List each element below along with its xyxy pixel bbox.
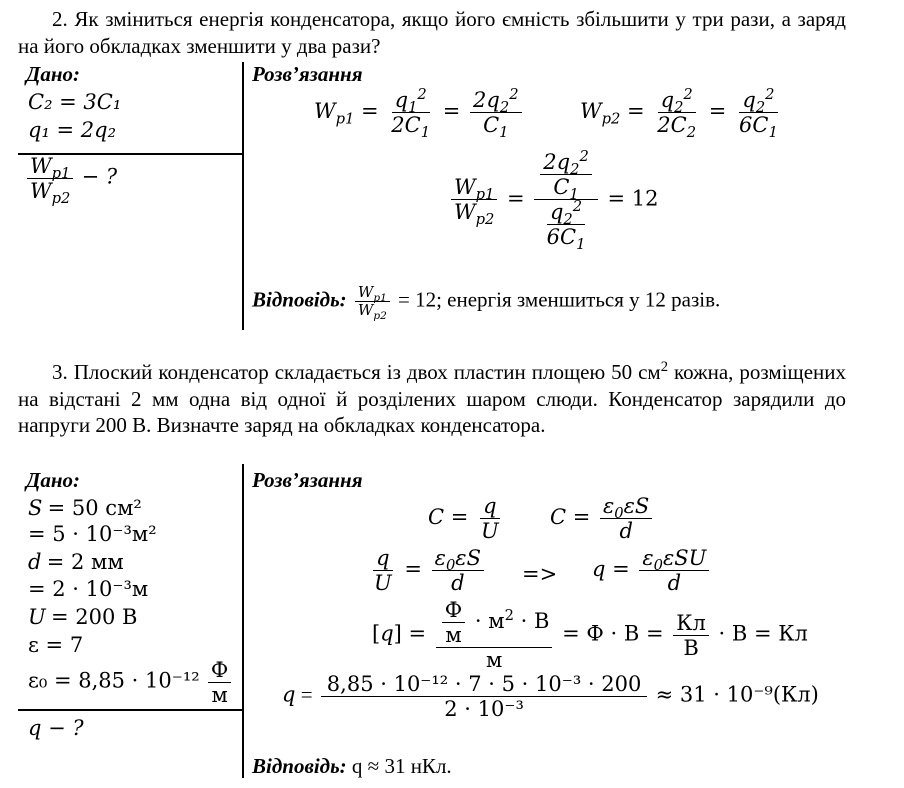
formula-wp2: $W_{p2}$ = $\frac{q_2^2}{2C_2}$ = $\frac{q_2^2}{6C_1}$ [580,86,778,142]
formula-equate: $\frac{q}{U}$ = $\frac{\varepsilon_0\varepsilon S}{d}$ [368,546,487,595]
find-charge: q − ? [28,716,84,740]
formula-units: [q] = $\frac{Ф}{м}$ · $м^2 \cdot В$ м = Ф · В = $\frac{Кл}{В}$ · В = Кл [372,598,808,673]
table-divider-vertical-3 [242,464,244,778]
answer-label: Відповідь: [252,287,347,312]
problem-3-statement: 3. Плоский конденсатор складається із двох пластин площею 50 $см^2$ кожна, розміщених на відстані 2 мм одна від одної й розділених шаром слюди. Конденсатор зарядили до напруги 200 В. Визначте заряд на обкладках конденсатора. [18,359,846,437]
answer-label-3: Відповідь: [252,754,347,778]
answer-3 [252,754,452,779]
answer-text-3: q ≈ 31 нКл. [351,754,452,778]
calc-result: ≈ 31 · 10⁻⁹(Кл) [655,682,819,707]
formula-c-plate: C = $\frac{\varepsilon_0\varepsilon S}{d}$ [550,494,655,543]
implies-arrow: => [522,562,558,586]
table-divider-vertical [242,62,244,330]
answer-2: Відповідь: $\frac{W_{p1}}{W_{p2}}$ = 12; енергія зменшиться у 12 разів. [252,283,721,323]
formula-wp1: $W_{p1}$ = $\frac{q_1^2}{2C_1}$ = $\frac{2q_2^2}{C_1}$ [314,88,525,137]
given-label: Дано: [26,62,80,86]
given-voltage: U = 200 В [28,605,138,629]
given-area: S = 50 см² [28,496,142,520]
problem-2-statement: 2. Як зміниться енергія конденсатора, якщо його ємність збільшити у три рази, а заряд на його обкладках зменшити у два рази? [18,7,846,58]
formula-q: q = $\frac{\varepsilon_0\varepsilon SU}{d}$ [592,546,712,595]
find-ratio: $\frac{W_{p1}}{W_{p2}}$ − ? [24,154,117,203]
given-label-3: Дано: [26,468,80,492]
given-charge: q₁ = 2q₂ [28,118,117,142]
solution-label-3: Розв’язання [252,468,363,492]
given-eps0: ε₀ = 8,85 · 10⁻¹² $\frac{Ф}{м}$ [28,658,234,707]
ratio-result: = 12 [607,186,659,211]
formula-ratio: $\frac{W_{p1}}{W_{p2}}$ = $\frac{\frac{2q_2^2}{C_1}}{\frac{q_2^2}{6C_1}}$ = 12 [448,150,659,250]
given-area-si: = 5 · 10⁻³м² [28,522,157,546]
formula-c-def: C = $\frac{q}{U}$ [428,494,499,544]
solution-label: Розв’язання [252,62,363,86]
given-distance: d = 2 мм [28,550,124,574]
answer-text: = 12; енергія зменшиться у 12 разів. [398,287,721,312]
find-ratio-suffix: − ? [81,164,118,189]
given-distance-si: = 2 · 10⁻³м [28,577,149,601]
given-permittivity: ε = 7 [28,633,84,657]
formula-calculation: q = $\frac{\text{8,85 · 10⁻¹² · 7 · 5 · 10⁻³ · 200}}{\text{2 · 10⁻³}}$ ≈ 31 · 10⁻⁹(Кл) [282,672,819,722]
table-divider-horizontal-3 [18,709,243,711]
given-capacitance: C₂ = 3C₁ [28,90,122,114]
